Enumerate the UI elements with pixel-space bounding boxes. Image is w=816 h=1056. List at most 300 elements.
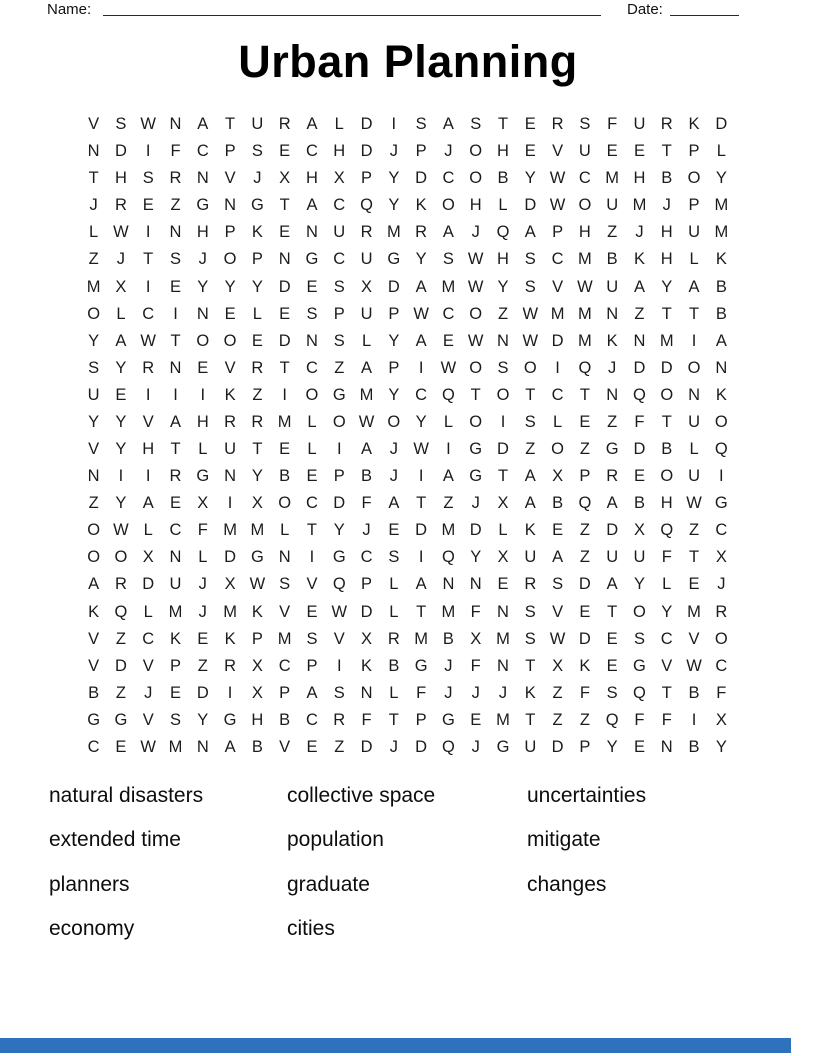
grid-cell: Z (115, 683, 126, 702)
grid-cell: E (279, 304, 291, 323)
grid-cell: D (224, 548, 237, 567)
grid-cell: T (525, 385, 536, 404)
grid-cell: U (360, 304, 373, 323)
grid-cell: Y (415, 412, 427, 431)
grid-cell: Y (88, 331, 100, 350)
grid-cell: W (358, 412, 375, 431)
grid-cell: P (388, 304, 400, 323)
grid-cell: D (415, 737, 428, 756)
grid-cell: A (524, 467, 536, 486)
grid-cell: V (279, 602, 291, 621)
grid-cell: V (142, 656, 154, 675)
grid-cell: Y (251, 277, 263, 296)
grid-cell: U (578, 142, 591, 161)
grid-cell: O (551, 440, 565, 459)
grid-cell: M (578, 331, 592, 350)
grid-cell: M (168, 602, 183, 621)
grid-cell: L (389, 575, 399, 594)
grid-cell: L (89, 223, 99, 242)
grid-cell: W (577, 277, 593, 296)
grid-cell: V (333, 629, 345, 648)
grid-cell: O (714, 629, 728, 648)
grid-cell: J (198, 575, 207, 594)
grid-cell: I (336, 440, 342, 459)
grid-cell: P (170, 656, 182, 675)
grid-cell: N (606, 385, 619, 404)
grid-cell: U (333, 223, 346, 242)
grid-cell: O (660, 467, 674, 486)
grid-cell: G (114, 710, 128, 729)
grid-cell: H (497, 142, 509, 161)
grid-cell: Q (660, 521, 674, 540)
grid-cell: I (418, 467, 424, 486)
grid-cell: K (251, 223, 263, 242)
grid-cell: V (88, 629, 100, 648)
grid-cell: B (279, 710, 291, 729)
grid-cell: K (361, 656, 373, 675)
grid-cell: U (633, 115, 646, 134)
grid-cell: J (471, 223, 480, 242)
grid-cell: N (87, 467, 100, 486)
grid-cell: X (115, 277, 127, 296)
grid-cell: D (333, 494, 346, 513)
grid-cell: Y (251, 467, 263, 486)
grid-cell: E (470, 710, 482, 729)
grid-cell: O (523, 358, 537, 377)
grid-cell: Z (552, 683, 563, 702)
grid-cell: A (306, 683, 318, 702)
grid-cell: I (173, 385, 178, 404)
grid-cell: J (444, 142, 453, 161)
grid-cell: I (336, 656, 342, 675)
grid-cell: X (251, 683, 263, 702)
grid-cell: A (415, 277, 427, 296)
grid-cell: Z (334, 358, 345, 377)
grid-cell: E (442, 331, 454, 350)
grid-cell: N (306, 223, 318, 242)
grid-cell: H (660, 494, 673, 513)
grid-cell: Q (442, 548, 455, 567)
grid-cell: L (389, 602, 399, 621)
grid-cell: O (114, 548, 128, 567)
grid-cell: X (333, 169, 345, 188)
grid-cell: X (197, 494, 209, 513)
grid-cell: N (224, 467, 237, 486)
grid-cell: N (169, 358, 182, 377)
grid-cell: U (688, 467, 701, 486)
grid-cell: Q (578, 358, 592, 377)
grid-cell: A (115, 331, 127, 350)
puzzle-title: Urban Planning (238, 36, 578, 87)
grid-cell: M (277, 629, 292, 648)
grid-cell: C (306, 358, 318, 377)
grid-cell: D (360, 602, 373, 621)
grid-cell: N (497, 656, 509, 675)
grid-cell: O (469, 142, 483, 161)
grid-cell: L (662, 575, 672, 594)
grid-cell: S (524, 602, 536, 621)
grid-cell: T (497, 115, 509, 134)
grid-cell: D (278, 277, 291, 296)
grid-cell: E (388, 521, 400, 540)
grid-cell: U (169, 575, 182, 594)
grid-cell: T (279, 358, 290, 377)
grid-cell: H (196, 412, 209, 431)
grid-cell: P (552, 223, 564, 242)
grid-cell: R (114, 196, 127, 215)
grid-cell: R (660, 115, 673, 134)
grid-cell: Y (470, 548, 482, 567)
grid-cell: E (224, 304, 236, 323)
grid-cell: E (170, 494, 182, 513)
grid-cell: S (170, 250, 182, 269)
word-item: extended time (49, 828, 181, 852)
grid-cell: V (88, 656, 100, 675)
grid-cell: T (143, 250, 154, 269)
grid-cell: I (719, 467, 724, 486)
grid-cell: O (469, 304, 483, 323)
grid-cell: E (279, 440, 291, 459)
grid-cell: M (578, 304, 592, 323)
grid-cell: J (198, 250, 207, 269)
grid-cell: B (633, 494, 645, 513)
grid-cell: S (552, 575, 564, 594)
grid-cell: G (469, 440, 483, 459)
grid-cell: V (552, 142, 564, 161)
grid-cell: A (361, 358, 373, 377)
grid-cell: O (469, 358, 483, 377)
grid-cell: X (497, 494, 509, 513)
grid-cell: X (142, 548, 154, 567)
grid-cell: P (251, 629, 263, 648)
grid-cell: T (170, 440, 181, 459)
grid-cell: E (115, 737, 127, 756)
grid-cell: A (552, 548, 564, 567)
grid-cell: C (142, 629, 155, 648)
grid-cell: P (333, 467, 345, 486)
grid-cell: I (309, 548, 315, 567)
grid-cell: A (442, 115, 454, 134)
grid-cell: J (389, 467, 398, 486)
grid-cell: X (361, 277, 373, 296)
grid-cell: M (550, 304, 565, 323)
word-list-column (49, 774, 203, 952)
grid-cell: D (606, 521, 619, 540)
grid-cell: T (661, 304, 672, 323)
grid-cell: G (387, 250, 401, 269)
grid-cell: K (88, 602, 100, 621)
grid-cell: Y (333, 521, 345, 540)
grid-cell: R (114, 575, 127, 594)
grid-cell: N (278, 250, 291, 269)
word-search-grid (80, 111, 735, 761)
grid-cell: R (169, 169, 182, 188)
grid-cell: T (661, 142, 672, 161)
grid-cell: Q (633, 683, 646, 702)
grid-cell: H (633, 169, 646, 188)
grid-cell: K (606, 331, 618, 350)
grid-cell: P (279, 683, 291, 702)
grid-cell: D (660, 358, 673, 377)
grid-cell: F (361, 494, 372, 513)
grid-cell: Y (224, 277, 236, 296)
grid-cell: U (633, 548, 646, 567)
grid-cell: M (386, 223, 401, 242)
grid-cell: A (306, 115, 318, 134)
grid-cell: L (689, 440, 699, 459)
grid-cell: Z (607, 223, 618, 242)
grid-cell: H (660, 250, 673, 269)
grid-cell: Z (497, 304, 509, 323)
grid-cell: O (496, 385, 510, 404)
grid-cell: D (360, 142, 373, 161)
grid-cell: Y (197, 710, 209, 729)
grid-cell: E (497, 575, 509, 594)
grid-cell: W (413, 440, 429, 459)
grid-cell: Y (197, 277, 209, 296)
grid-cell: E (524, 142, 536, 161)
grid-cell: V (279, 737, 291, 756)
grid-cell: M (687, 602, 701, 621)
grid-cell: E (115, 385, 127, 404)
grid-cell: Z (689, 521, 700, 540)
grid-cell: N (169, 223, 182, 242)
grid-cell: A (224, 737, 236, 756)
grid-cell: J (389, 440, 398, 459)
grid-cell: O (714, 412, 728, 431)
grid-cell: I (227, 494, 233, 513)
grid-cell: O (469, 412, 483, 431)
grid-cell: G (305, 250, 319, 269)
grid-cell: V (224, 169, 236, 188)
grid-cell: C (169, 521, 182, 540)
grid-cell: W (522, 331, 539, 350)
grid-cell: D (387, 277, 400, 296)
grid-cell: H (251, 710, 264, 729)
grid-cell: D (360, 737, 373, 756)
grid-cell: E (552, 521, 564, 540)
word-item: collective space (287, 784, 436, 807)
grid-cell: E (306, 737, 318, 756)
grid-cell: C (551, 385, 564, 404)
grid-cell: Q (332, 575, 346, 594)
grid-cell: K (224, 629, 236, 648)
grid-cell: N (169, 548, 182, 567)
grid-cell: Q (714, 440, 728, 459)
grid-cell: P (224, 142, 236, 161)
grid-cell: U (606, 548, 619, 567)
grid-cell: B (279, 467, 291, 486)
grid-cell: C (306, 710, 318, 729)
grid-cell: N (224, 196, 237, 215)
grid-cell: E (170, 277, 182, 296)
grid-cell: T (252, 440, 263, 459)
grid-cell: G (196, 196, 210, 215)
grid-cell: V (661, 656, 673, 675)
grid-cell: P (579, 467, 591, 486)
grid-cell: P (415, 710, 427, 729)
grid-cell: Z (607, 412, 618, 431)
grid-cell: L (689, 250, 699, 269)
grid-cell: S (333, 331, 345, 350)
word-list-column (527, 774, 646, 907)
grid-cell: L (198, 548, 208, 567)
grid-cell: G (87, 710, 101, 729)
grid-cell: D (578, 575, 591, 594)
grid-cell: H (142, 440, 155, 459)
word-item: graduate (287, 872, 370, 896)
grid-cell: P (333, 304, 345, 323)
grid-cell: N (87, 142, 100, 161)
grid-cell: M (223, 602, 237, 621)
grid-cell: D (551, 737, 564, 756)
grid-cell: Y (606, 737, 618, 756)
grid-cell: B (661, 169, 673, 188)
grid-cell: H (469, 196, 482, 215)
grid-cell: F (607, 115, 618, 134)
grid-cell: M (359, 385, 374, 404)
grid-cell: M (496, 629, 510, 648)
grid-cell: V (142, 710, 154, 729)
grid-cell: I (145, 467, 151, 486)
grid-cell: F (661, 710, 672, 729)
word-item: uncertainties (527, 784, 647, 807)
grid-cell: B (251, 737, 263, 756)
grid-cell: N (497, 331, 509, 350)
grid-cell: E (197, 358, 209, 377)
word-item: mitigate (527, 828, 601, 852)
grid-cell: X (552, 656, 564, 675)
grid-cell: Q (442, 385, 455, 404)
grid-cell: J (389, 142, 398, 161)
grid-cell: H (660, 223, 673, 242)
grid-cell: L (443, 412, 454, 431)
grid-cell: A (688, 277, 700, 296)
grid-cell: H (306, 169, 318, 188)
grid-cell: Y (661, 602, 673, 621)
grid-cell: Y (115, 412, 127, 431)
grid-cell: A (306, 196, 318, 215)
grid-cell: M (223, 521, 237, 540)
footer-bar (0, 1038, 791, 1053)
grid-cell: J (253, 169, 262, 188)
grid-cell: F (661, 548, 672, 567)
grid-cell: I (418, 358, 424, 377)
grid-cell: Y (661, 277, 673, 296)
grid-cell: K (688, 115, 700, 134)
grid-cell: D (551, 331, 564, 350)
grid-cell: W (467, 277, 484, 296)
grid-cell: Z (115, 629, 126, 648)
grid-cell: J (471, 737, 480, 756)
grid-cell: M (250, 521, 265, 540)
grid-cell: J (362, 521, 371, 540)
grid-cell: Y (497, 277, 509, 296)
grid-cell: K (715, 385, 727, 404)
grid-cell: G (469, 467, 483, 486)
grid-cell: Y (415, 250, 427, 269)
grid-cell: M (168, 737, 183, 756)
grid-cell: O (305, 385, 319, 404)
grid-cell: L (716, 142, 726, 161)
grid-cell: M (714, 196, 729, 215)
grid-cell: N (196, 737, 209, 756)
grid-cell: C (306, 494, 318, 513)
grid-cell: G (332, 548, 346, 567)
word-list (0, 774, 816, 960)
grid-cell: X (715, 710, 727, 729)
grid-cell: X (497, 548, 509, 567)
grid-cell: Y (715, 169, 727, 188)
grid-cell: T (579, 385, 590, 404)
grid-cell: G (332, 385, 346, 404)
grid-cell: E (306, 277, 318, 296)
grid-cell: H (497, 250, 509, 269)
grid-cell: W (113, 223, 129, 242)
grid-cell: M (714, 223, 729, 242)
grid-cell: P (251, 250, 263, 269)
grid-cell: S (279, 575, 291, 594)
grid-cell: U (606, 277, 619, 296)
grid-cell: E (633, 142, 645, 161)
grid-cell: U (688, 223, 701, 242)
grid-cell: A (606, 494, 618, 513)
grid-cell: T (497, 467, 509, 486)
grid-cell: Q (442, 737, 455, 756)
grid-cell: E (633, 467, 645, 486)
grid-cell: N (169, 115, 182, 134)
grid-cell: E (579, 602, 591, 621)
grid-cell: U (524, 548, 537, 567)
grid-cell: B (715, 277, 727, 296)
grid-cell: T (607, 602, 618, 621)
grid-cell: S (470, 115, 482, 134)
grid-cell: J (89, 196, 98, 215)
grid-cell: I (691, 331, 697, 350)
grid-cell: T (225, 115, 236, 134)
grid-cell: C (360, 548, 373, 567)
word-item: natural disasters (49, 784, 204, 807)
grid-cell: N (360, 683, 373, 702)
grid-cell: L (498, 196, 508, 215)
grid-cell: J (471, 494, 480, 513)
grid-cell: Y (633, 575, 645, 594)
grid-cell: U (224, 440, 237, 459)
grid-cell: D (469, 521, 482, 540)
grid-cell: O (578, 196, 592, 215)
grid-cell: Z (170, 196, 181, 215)
grid-cell: S (142, 169, 154, 188)
grid-cell: W (249, 575, 266, 594)
grid-cell: N (196, 169, 209, 188)
grid-cell: K (524, 521, 536, 540)
grid-cell: J (717, 575, 726, 594)
grid-cell: Z (252, 385, 263, 404)
grid-cell: X (279, 169, 291, 188)
grid-cell: X (633, 521, 645, 540)
grid-cell: D (415, 169, 428, 188)
grid-cell: P (688, 196, 700, 215)
grid-cell: W (522, 304, 539, 323)
grid-cell: O (660, 385, 674, 404)
grid-cell: Y (115, 494, 127, 513)
grid-cell: J (444, 683, 453, 702)
grid-cell: G (496, 737, 510, 756)
grid-cell: K (579, 656, 591, 675)
grid-cell: Z (525, 440, 536, 459)
grid-cell: O (687, 358, 701, 377)
grid-cell: W (140, 115, 156, 134)
